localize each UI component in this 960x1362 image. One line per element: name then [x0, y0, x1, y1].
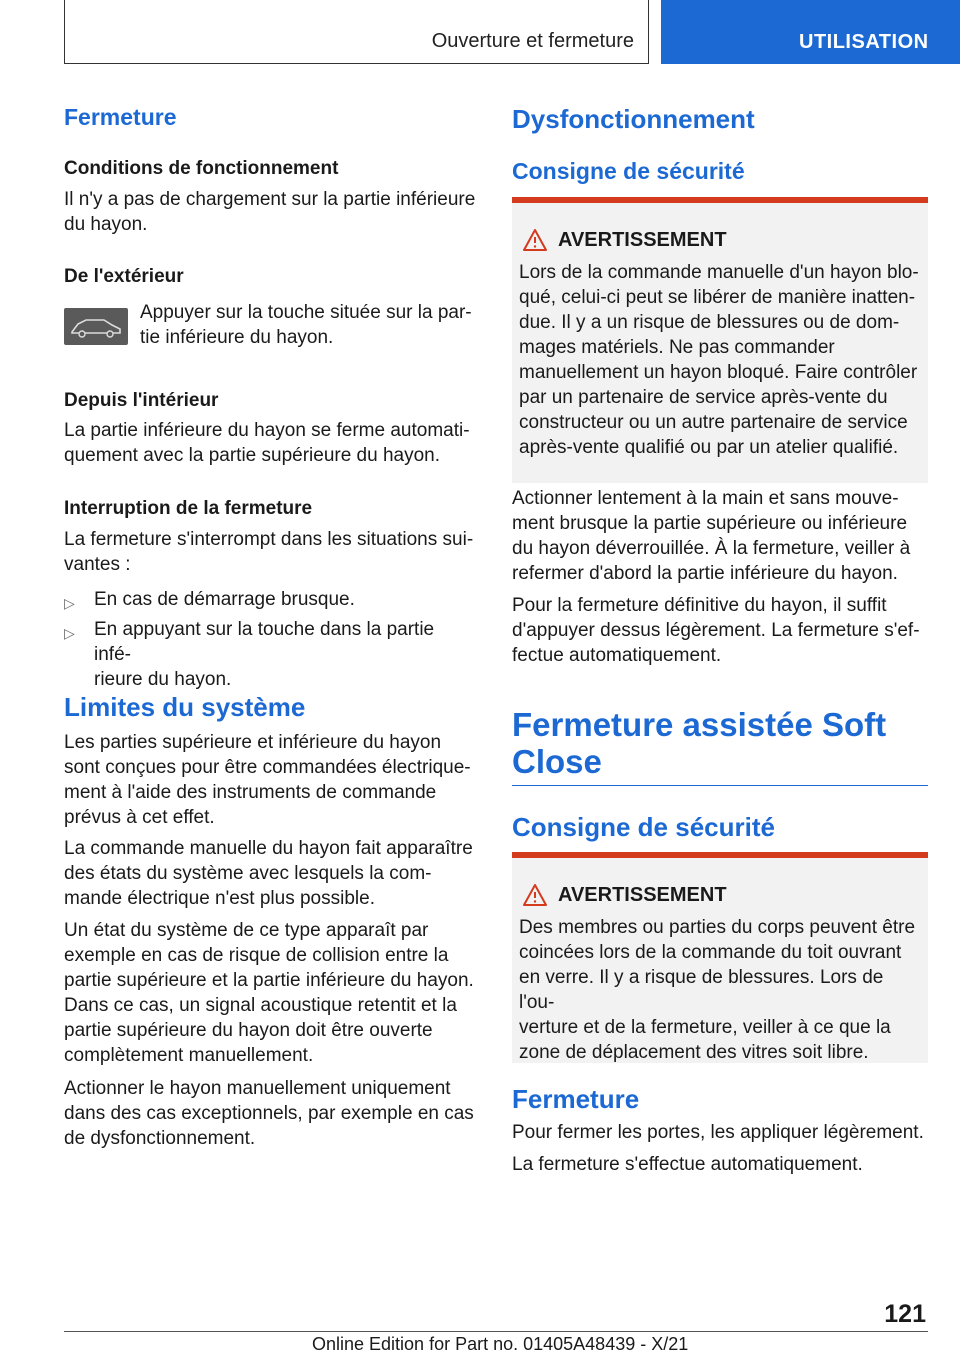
paragraph-interieur: La partie inférieure du hayon se ferme automati- quement avec la partie supérieure du hayon.: [64, 420, 470, 466]
heading-exterieur: De l'extérieur: [64, 266, 184, 287]
paragraph-limites-3: Un état du système de ce type apparaît par exemple en cas de risque de collision entre la partie supérieure et la partie inférieure du hayon. Dans ce cas, un signal acoustique retentit et la partie supérieure du hayon doit être ouverte complètement manuellement.: [64, 920, 474, 1066]
paragraph-exterieur: Appuyer sur la touche située sur la par- tie inférieure du hayon.: [140, 302, 472, 348]
heading-interruption: Interruption de la fermeture: [64, 498, 313, 519]
warning-heading-2: AVERTISSEMENT: [558, 884, 727, 906]
warning-icon: [522, 228, 548, 252]
warning-box-2: [512, 852, 928, 1063]
car-tailgate-button-icon: [64, 308, 128, 345]
footer-divider: [64, 1331, 928, 1332]
list-item: ▷ En appuyant sur la touche dans la partie infé- rieure du hayon.: [64, 619, 435, 690]
heading-dysfonctionnement: Dysfonctionnement: [512, 104, 755, 134]
heading-limites: Limites du système: [64, 692, 306, 722]
header-chapter-box: [64, 0, 649, 64]
warning-heading-1: AVERTISSEMENT: [558, 229, 727, 251]
warning-text-1: Lors de la commande manuelle d'un hayon blo- qué, celui-ci peut se libérer de manière inatten- due. Il y a un risque de blessures ou de dom- mages matériels. Ne pas commander manuellement un hayon bloqué. Faire contrôler par un partenaire de service après-vente du constructeur ou un autre partenaire de service après-vente qualifié ou par un atelier qualifié.: [519, 262, 919, 458]
warning-text-2: Des membres ou parties du corps peuvent être coincées lors de la commande du toit ouvrant en verre. Il y a risque de blessures. Lors de l'ou- verture et de la fermeture, veiller à ce que la zone de déplacement des vitres soit libre.: [519, 917, 916, 1063]
paragraph-conditions: Il n'y a pas de chargement sur la partie inférieure du hayon.: [64, 189, 476, 235]
paragraph-interruption: La fermeture s'interrompt dans les situations sui- vantes :: [64, 529, 474, 575]
paragraph-limites-4: Actionner le hayon manuellement uniquement dans des cas exceptionnels, par exemple en cas de dysfonctionnement.: [64, 1078, 474, 1149]
paragraph-fermeture-2b: La fermeture s'effectue automatiquement.: [512, 1154, 863, 1175]
heading-fermeture-2: Fermeture: [512, 1084, 640, 1114]
paragraph-limites-2: La commande manuelle du hayon fait apparaître des états du système avec lesquels la com- mande électrique n'est plus possible.: [64, 838, 473, 909]
page-number: 121: [884, 1300, 926, 1328]
section-divider: [512, 785, 928, 786]
paragraph-limites-1: Les parties supérieure et inférieure du hayon sont conçues pour être commandées électrique- ment à l'aide des instruments de commande prévus à cet effet.: [64, 732, 471, 828]
heading-consigne-1: Consigne de sécurité: [512, 158, 745, 184]
heading-conditions: Conditions de fonctionnement: [64, 158, 339, 179]
heading-soft-close: Fermeture assistée Soft Close: [512, 706, 887, 780]
heading-interieur: Depuis l'intérieur: [64, 390, 219, 411]
header-chapter-title: Ouverture et fermeture: [431, 30, 634, 52]
paragraph-dysfonctionnement-1: Actionner lentement à la main et sans mouve- ment brusque la partie supérieure ou inférieure du hayon déverrouillée. À la fermeture, veiller à refermer d'abord la partie inférieure du hayon.: [512, 488, 911, 584]
header-section-title: UTILISATION: [799, 31, 929, 53]
bullet-icon: ▷: [64, 625, 75, 641]
paragraph-fermeture-2a: Pour fermer les portes, les appliquer légèrement.: [512, 1122, 924, 1143]
list-item: ▷ En cas de démarrage brusque.: [64, 587, 476, 612]
heading-consigne-2: Consigne de sécurité: [512, 812, 775, 842]
edition-line: Online Edition for Part no. 01405A48439 - X/21: [312, 1334, 689, 1354]
warning-icon: [522, 883, 548, 907]
warning-box-1: [512, 197, 928, 483]
paragraph-dysfonctionnement-2: Pour la fermeture définitive du hayon, il suffit d'appuyer dessus légèrement. La fermeture s'ef- fectue automatiquement.: [512, 595, 920, 666]
header-section-box: [661, 0, 960, 64]
heading-fermeture: Fermeture: [64, 104, 177, 130]
bullet-icon: ▷: [64, 595, 75, 611]
